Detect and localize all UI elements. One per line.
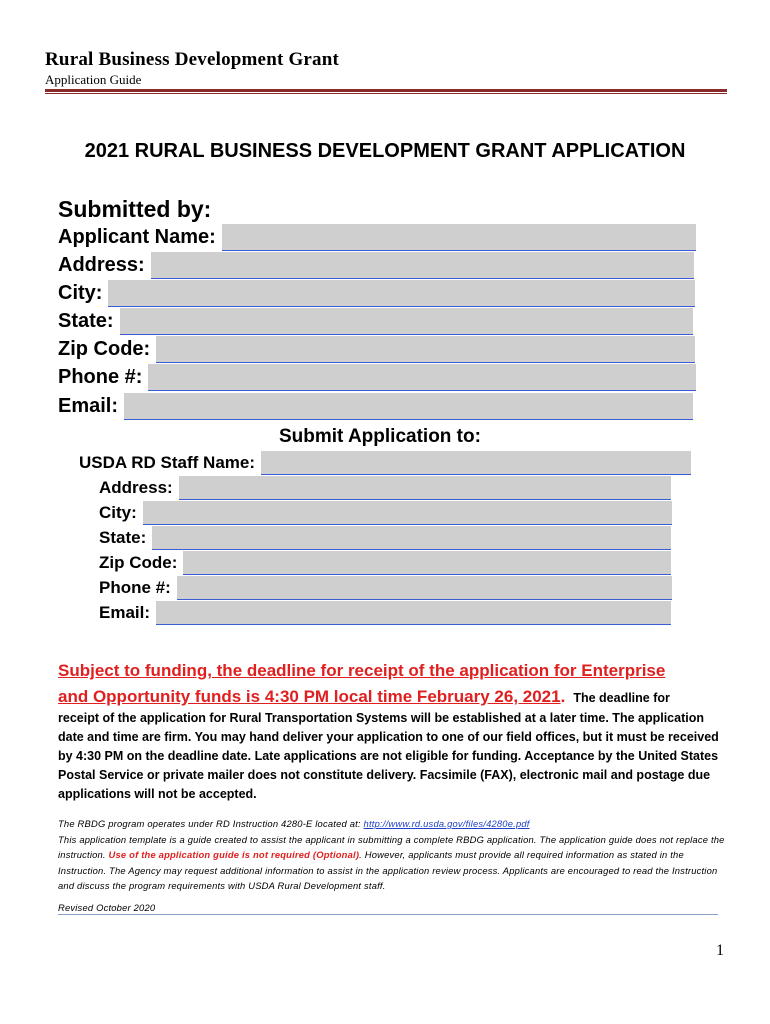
staff-city-label: City: bbox=[99, 503, 137, 522]
optional-notice: Use of the application guide is not required (Optional) bbox=[108, 849, 360, 860]
staff-email-field[interactable] bbox=[156, 601, 671, 625]
applicant-email-label: Email: bbox=[58, 395, 119, 417]
page-title: 2021 RURAL BUSINESS DEVELOPMENT GRANT APPLICATION bbox=[84, 140, 686, 162]
applicant-city-field[interactable] bbox=[108, 280, 695, 307]
staff-city-row bbox=[99, 501, 672, 525]
applicant-state-label: State: bbox=[58, 310, 114, 332]
applicant-email-field[interactable] bbox=[124, 393, 693, 420]
deadline-body: receipt of the application for Rural Transportation Systems will be established at a later time. The application date and time are firm. You may hand deliver your application to one of our field offices, but it must be received by 4:30 PM on the deadline date. Late applications are not eligible for funding. Acceptance by the United States Postal Service or private mailer does not constitute delivery. Facsimile (FAX), electronic mail and postage due applications will not be accepted. bbox=[58, 711, 719, 801]
applicant-city-row bbox=[58, 280, 695, 307]
applicant-address-row bbox=[58, 252, 694, 279]
staff-zip-field[interactable] bbox=[183, 551, 671, 575]
staff-phone-label: Phone #: bbox=[99, 578, 171, 597]
deadline-black-start: The deadline for bbox=[573, 691, 670, 705]
header-title: Rural Business Development Grant bbox=[45, 49, 340, 70]
instruction-link[interactable]: http://www.rd.usda.gov/files/4280e.pdf bbox=[363, 818, 530, 829]
staff-name-field[interactable] bbox=[261, 451, 691, 475]
header-subtitle: Application Guide bbox=[45, 72, 142, 87]
staff-phone-row bbox=[99, 576, 672, 600]
submit-to-heading: Submit Application to: bbox=[279, 426, 481, 447]
applicant-name-row bbox=[58, 224, 696, 251]
staff-address-field[interactable] bbox=[179, 476, 671, 500]
applicant-name-field[interactable] bbox=[222, 224, 696, 251]
applicant-city-label: City: bbox=[58, 282, 103, 304]
applicant-email-row bbox=[58, 393, 693, 420]
fine-print-text3: . However, applicants must provide all required information as stated in the Instruction. The Agency may request additional information to assist in the application review process. Applicants are encouraged to read the Instruction and discuss the program requirements with USDA Rural Development staff. bbox=[58, 849, 718, 891]
fine-print-text2: This application template is a guide created to assist the applicant in submitting a complete RBDG application. The application guide does not replace the instruction. bbox=[58, 833, 725, 860]
fine-print-line1: The RBDG program operates under RD Instruction 4280-E located at: bbox=[58, 818, 364, 829]
staff-state-label: State: bbox=[99, 528, 147, 547]
revised-date: Revised October 2020 bbox=[58, 902, 156, 913]
applicant-zip-row bbox=[58, 336, 695, 363]
staff-zip-label: Zip Code: bbox=[99, 553, 178, 572]
applicant-state-row bbox=[58, 308, 693, 335]
footer-rule bbox=[58, 914, 718, 915]
fine-print bbox=[58, 816, 728, 894]
applicant-phone-label: Phone #: bbox=[58, 366, 143, 388]
applicant-address-field[interactable] bbox=[151, 252, 694, 279]
applicant-zip-label: Zip Code: bbox=[58, 338, 151, 360]
deadline-line-1: Subject to funding, the deadline for receipt of the application for Enterprise bbox=[58, 661, 666, 680]
applicant-state-field[interactable] bbox=[120, 308, 693, 335]
header-rule-thin bbox=[45, 93, 727, 94]
header-rule-thick bbox=[45, 89, 727, 92]
staff-name-row bbox=[79, 451, 691, 475]
staff-zip-row bbox=[99, 551, 671, 575]
staff-name-label: USDA RD Staff Name: bbox=[79, 453, 256, 472]
staff-address-row bbox=[99, 476, 671, 500]
staff-city-field[interactable] bbox=[143, 501, 672, 525]
deadline-line-2: and Opportunity funds is 4:30 PM local time February 26, 2021 bbox=[58, 687, 561, 706]
applicant-zip-field[interactable] bbox=[156, 336, 695, 363]
staff-email-row bbox=[99, 601, 671, 625]
applicant-address-label: Address: bbox=[58, 254, 145, 276]
submitted-by-heading: Submitted by: bbox=[58, 196, 212, 222]
deadline-notice bbox=[58, 658, 728, 711]
applicant-name-label: Applicant Name: bbox=[58, 226, 216, 248]
staff-address-label: Address: bbox=[99, 478, 173, 497]
deadline-period: . bbox=[560, 687, 566, 706]
staff-state-row bbox=[99, 526, 671, 550]
applicant-phone-row bbox=[58, 364, 696, 391]
staff-email-label: Email: bbox=[99, 603, 151, 622]
staff-state-field[interactable] bbox=[152, 526, 671, 550]
applicant-phone-field[interactable] bbox=[148, 364, 696, 391]
page-number: 1 bbox=[716, 942, 724, 959]
staff-phone-field[interactable] bbox=[177, 576, 672, 600]
